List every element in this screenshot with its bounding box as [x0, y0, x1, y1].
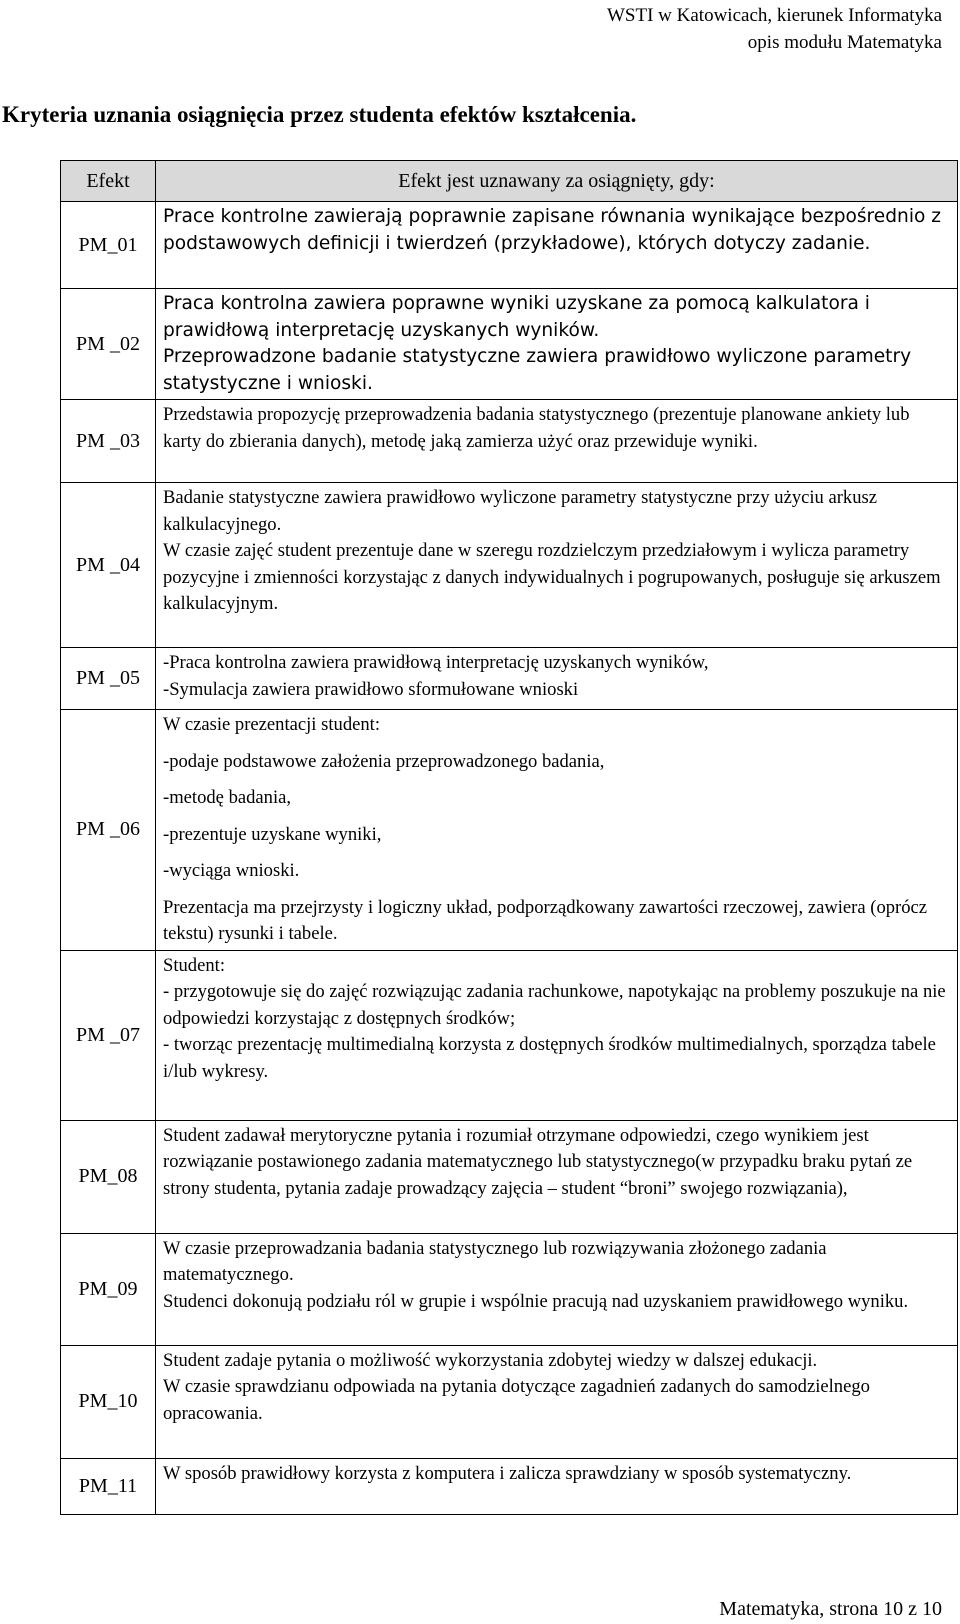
effect-code: PM _06 — [61, 710, 156, 951]
effect-criteria — [156, 483, 958, 648]
effect-criteria — [156, 648, 958, 710]
table-row — [61, 483, 958, 648]
criteria-text: Student: — [163, 954, 225, 976]
effect-criteria — [156, 950, 958, 1120]
effect-criteria — [156, 1458, 958, 1514]
column-header-description: Efekt jest uznawany za osiągnięty, gdy: — [156, 161, 958, 202]
criteria-text: - tworząc prezentację multimedialną korzysta z dostępnych środków multimedialnych, sporządza tabele i/lub wykresy. — [163, 1034, 936, 1082]
effect-code: PM_11 — [61, 1458, 156, 1514]
criteria-text: -Praca kontrolna zawiera prawidłową interpretację uzyskanych wyników, — [163, 652, 709, 673]
criteria-text: -prezentuje uzyskane wyniki, — [163, 823, 382, 845]
table-row — [61, 648, 958, 710]
criteria-text: Przeprowadzone badanie statystyczne zawiera prawidłowo wyliczone parametry statystyczne i wnioski. — [163, 346, 912, 394]
table-row — [61, 202, 958, 289]
table-row — [61, 710, 958, 951]
table-row — [61, 1120, 958, 1233]
criteria-text: W czasie sprawdzianu odpowiada na pytania dotyczące zagadnień zadanych do samodzielnego opracowania. — [163, 1376, 870, 1424]
effect-criteria — [156, 202, 958, 289]
criteria-text: Praca kontrolna zawiera poprawne wyniki uzyskane za pomocą kalkulatora i prawidłową interpretację uzyskanych wyników. — [163, 293, 870, 341]
page-title: Kryteria uznania osiągnięcia przez studenta efektów kształcenia. — [2, 102, 637, 127]
effect-code: PM _02 — [61, 289, 156, 400]
page-footer: Matematyka, strona 10 z 10 — [719, 1598, 942, 1620]
table-row — [61, 289, 958, 400]
criteria-text: Studenci dokonują podziału ról w grupie i wspólnie pracują nad uzyskaniem prawidłowego wyniku. — [163, 1290, 909, 1312]
effect-code: PM _07 — [61, 950, 156, 1120]
table-row — [61, 400, 958, 483]
criteria-table — [60, 160, 958, 1515]
header-institution: WSTI w Katowicach, kierunek Informatyka — [606, 5, 942, 26]
criteria-text: Prace kontrolne zawierają poprawnie zapisane równania wynikające bezpośrednio z podstawowych definicji i twierdzeń (przykładowe), których dotyczy zadanie. — [163, 206, 942, 254]
table-row — [61, 1233, 958, 1345]
criteria-text: W czasie zajęć student prezentuje dane w szeregu rozdzielczym przedziałowym i wylicza parametry pozycyjne i zmienności korzystając z danych indywidualnych i pogrupowanych, posługuje się arkuszem kalkulacyjnym. — [163, 540, 941, 614]
criteria-text: -metodę badania, — [163, 787, 292, 808]
header-module: opis modułu Matematyka — [747, 32, 942, 53]
criteria-text: Badanie statystyczne zawiera prawidłowo wyliczone parametry statystyczne przy użyciu arkusz kalkulacyjnego. — [163, 487, 878, 535]
criteria-text: Prezentacja ma przejrzysty i logiczny układ, podporządkowany zawartości rzeczowej, zawiera (oprócz tekstu) rysunki i tabele. — [163, 896, 928, 944]
criteria-text: Przedstawia propozycję przeprowadzenia badania statystycznego (prezentuje planowane ankiety lub karty do zbierania danych), metodę jaką zamierza użyć oraz przewiduje wyniki. — [163, 404, 910, 452]
criteria-text: W czasie prezentacji student: — [163, 714, 380, 735]
criteria-text: -podaje podstawowe założenia przeprowadzonego badania, — [163, 750, 605, 772]
running-header — [607, 2, 942, 56]
effect-code: PM _03 — [61, 400, 156, 483]
table-row — [61, 1458, 958, 1514]
table-row — [61, 950, 958, 1120]
column-header-efekt: Efekt — [61, 161, 156, 202]
effect-criteria — [156, 1233, 958, 1345]
effect-criteria — [156, 1120, 958, 1233]
effect-code: PM_09 — [61, 1233, 156, 1345]
effect-code: PM _05 — [61, 648, 156, 710]
effect-criteria — [156, 710, 958, 951]
effect-code: PM_01 — [61, 202, 156, 289]
effect-code: PM_08 — [61, 1120, 156, 1233]
criteria-text: -Symulacja zawiera prawidłowo sformułowane wnioski — [163, 678, 579, 700]
effect-criteria — [156, 1345, 958, 1458]
effect-code: PM_10 — [61, 1345, 156, 1458]
criteria-text: W czasie przeprowadzania badania statystycznego lub rozwiązywania złożonego zadania matematycznego. — [163, 1237, 827, 1285]
criteria-text: W sposób prawidłowy korzysta z komputera i zalicza sprawdziany w sposób systematyczny. — [163, 1462, 852, 1484]
criteria-text: -wyciąga wnioski. — [163, 860, 300, 881]
table-header-row — [61, 161, 958, 202]
table-row — [61, 1345, 958, 1458]
effect-code: PM _04 — [61, 483, 156, 648]
criteria-text: Student zadaje pytania o możliwość wykorzystania zdobytej wiedzy w dalszej edukacji. — [163, 1349, 818, 1371]
effect-criteria — [156, 289, 958, 400]
criteria-text: - przygotowuje się do zajęć rozwiązując zadania rachunkowe, napotykając na problemy poszukuje na nie odpowiedzi korzystając z dostępnych środków; — [163, 981, 946, 1029]
effect-criteria — [156, 400, 958, 483]
criteria-text: Student zadawał merytoryczne pytania i rozumiał otrzymane odpowiedzi, czego wynikiem jest rozwiązanie postawionego zadania matematycznego lub statystycznego(w przypadku braku pytań ze strony studenta, pytania zadaje prowadzący zajęcia – student “broni” swojego rozwiązania), — [163, 1124, 913, 1199]
